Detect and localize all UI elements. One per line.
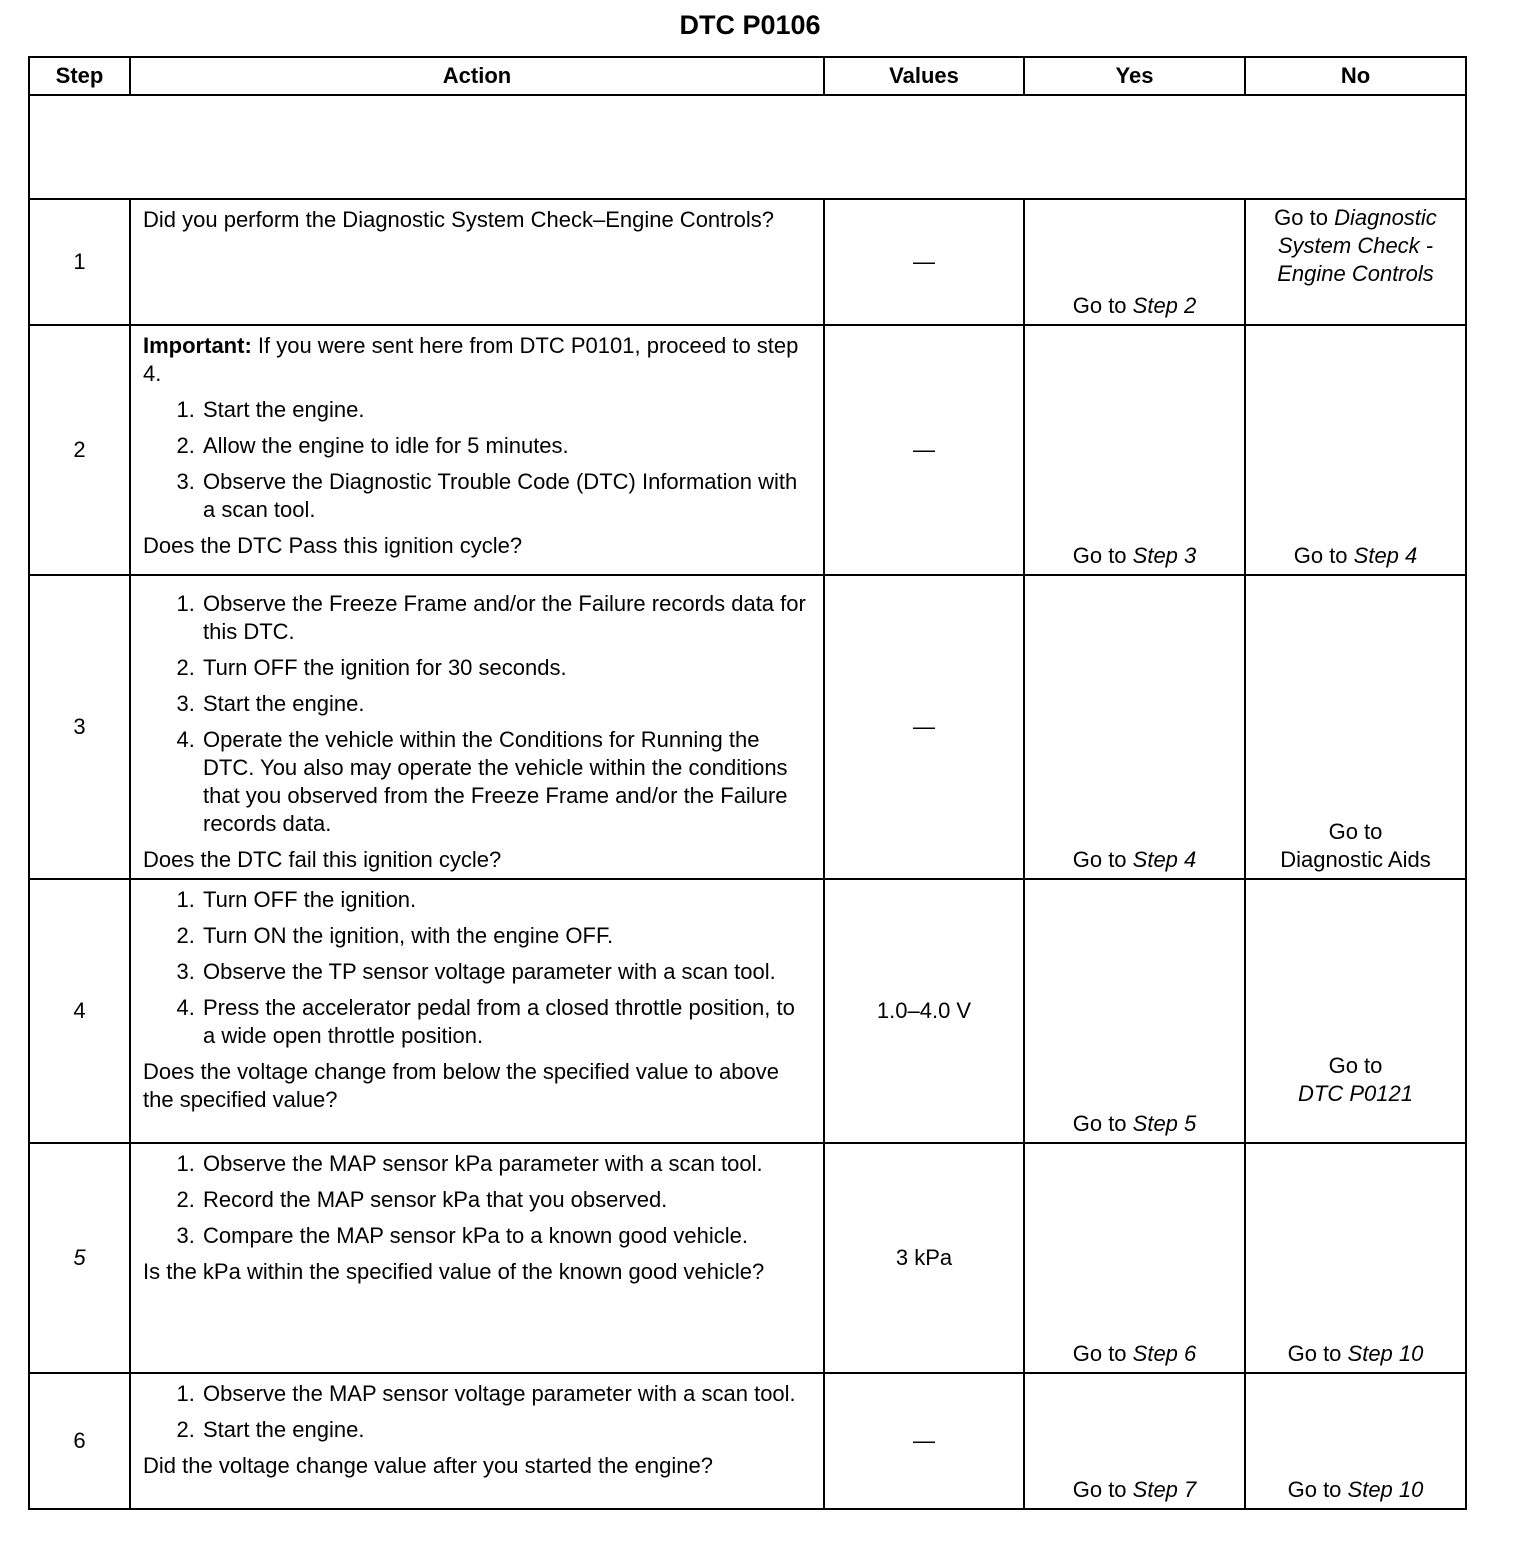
action-cell: [130, 1373, 824, 1509]
procedure-list: [143, 1380, 809, 1444]
no-target: Step 10: [1347, 1341, 1424, 1366]
no-cell: [1245, 575, 1466, 879]
go-to-text: Go to: [1328, 1053, 1383, 1078]
list-item: 1. Start the engine.: [201, 396, 809, 424]
no-cell: [1245, 199, 1466, 325]
page-title: DTC P0106: [679, 10, 821, 40]
list-item: 2. Start the engine.: [201, 1416, 809, 1444]
go-to-text: Go to: [1072, 1111, 1133, 1136]
action-intro: [143, 332, 809, 388]
no-cell: [1245, 1143, 1466, 1373]
no-target: Step 10: [1347, 1477, 1424, 1502]
no-cell: [1245, 325, 1466, 575]
blank-row: [29, 95, 1466, 199]
blank-cell: [29, 95, 1466, 199]
list-item: 3. Start the engine.: [201, 690, 809, 718]
list-item: 2. Record the MAP sensor kPa that you observed.: [201, 1186, 809, 1214]
yes-link[interactable]: [1025, 1110, 1244, 1138]
header-yes: Yes: [1024, 57, 1245, 95]
yes-link[interactable]: [1025, 292, 1244, 320]
no-cell: [1245, 1373, 1466, 1509]
go-to-text: Go to: [1072, 293, 1133, 318]
action-cell: [130, 575, 824, 879]
table-row: [29, 199, 1466, 325]
action-question: Does the DTC Pass this ignition cycle?: [143, 533, 523, 558]
value-cell: —: [824, 1373, 1024, 1509]
no-cell: [1245, 879, 1466, 1143]
value-cell: 3 kPa: [824, 1143, 1024, 1373]
yes-target: Step 5: [1132, 1111, 1197, 1136]
header-step: Step: [29, 57, 130, 95]
list-item: 2. Allow the engine to idle for 5 minutes.: [201, 432, 809, 460]
go-to-text: Go to: [1328, 819, 1383, 844]
go-to-text: Go to: [1072, 1477, 1133, 1502]
action-question: Did the voltage change value after you started the engine?: [143, 1453, 713, 1478]
go-to-text: Go to: [1072, 543, 1133, 568]
no-target: Diagnostic Aids: [1280, 847, 1431, 872]
yes-cell: [1024, 325, 1245, 575]
list-item: 3. Observe the TP sensor voltage parameter with a scan tool.: [201, 958, 809, 986]
yes-target: Step 7: [1132, 1477, 1197, 1502]
action-cell: [130, 325, 824, 575]
diagnostic-table: [28, 56, 1467, 1510]
go-to-text: Go to: [1293, 543, 1354, 568]
no-link[interactable]: [1246, 818, 1465, 874]
value-cell: —: [824, 325, 1024, 575]
yes-target: Step 2: [1132, 293, 1197, 318]
list-item: 2. Turn OFF the ignition for 30 seconds.: [201, 654, 809, 682]
procedure-list: [143, 396, 809, 524]
step-number: 5: [29, 1143, 130, 1373]
yes-cell: [1024, 575, 1245, 879]
header-no: No: [1245, 57, 1466, 95]
go-to-text: Go to: [1287, 1477, 1348, 1502]
list-item: 1. Turn OFF the ignition.: [201, 886, 809, 914]
list-item: 3. Compare the MAP sensor kPa to a known good vehicle.: [201, 1222, 809, 1250]
no-link[interactable]: [1246, 200, 1465, 288]
go-to-text: Go to: [1072, 847, 1133, 872]
procedure-list: [143, 590, 809, 838]
step-number: 1: [29, 199, 130, 325]
action-cell: [130, 1143, 824, 1373]
intro-text: If you were sent here from DTC P0101, proceed to step 4.: [143, 333, 799, 386]
yes-cell: [1024, 1143, 1245, 1373]
no-target: Step 4: [1353, 543, 1418, 568]
procedure-list: [143, 886, 809, 1050]
table-row: [29, 325, 1466, 575]
no-target: DTC P0121: [1298, 1081, 1413, 1106]
action-question: Is the kPa within the specified value of the known good vehicle?: [143, 1259, 765, 1284]
action-cell: [130, 879, 824, 1143]
action-cell: [130, 199, 824, 325]
value-cell: —: [824, 199, 1024, 325]
header-action: Action: [130, 57, 824, 95]
step-number: 3: [29, 575, 130, 879]
no-link[interactable]: [1246, 1476, 1465, 1504]
table-row: [29, 575, 1466, 879]
important-label: Important:: [143, 333, 252, 358]
no-link[interactable]: [1246, 1052, 1465, 1108]
yes-cell: [1024, 1373, 1245, 1509]
list-item: 1. Observe the MAP sensor kPa parameter with a scan tool.: [201, 1150, 809, 1178]
yes-link[interactable]: [1025, 1340, 1244, 1368]
step-number: 2: [29, 325, 130, 575]
yes-target: Step 3: [1132, 543, 1197, 568]
list-item: 4. Operate the vehicle within the Conditions for Running the DTC. You also may operate the vehicle within the conditions that you observed from the Freeze Frame and/or the Failure records data.: [201, 726, 809, 838]
header-row: [29, 57, 1466, 95]
go-to-text: Go to: [1287, 1341, 1348, 1366]
go-to-text: Go to: [1274, 205, 1335, 230]
yes-cell: [1024, 199, 1245, 325]
action-intro: Did you perform the Diagnostic System Check–Engine Controls?: [143, 207, 774, 232]
table-row: [29, 879, 1466, 1143]
yes-link[interactable]: [1025, 1476, 1244, 1504]
list-item: 1. Observe the Freeze Frame and/or the Failure records data for this DTC.: [201, 590, 809, 646]
go-to-text: Go to: [1072, 1341, 1133, 1366]
action-question: Does the DTC fail this ignition cycle?: [143, 847, 502, 872]
header-values: Values: [824, 57, 1024, 95]
yes-target: Step 6: [1132, 1341, 1197, 1366]
table-row: [29, 1143, 1466, 1373]
yes-link[interactable]: [1025, 542, 1244, 570]
yes-link[interactable]: [1025, 846, 1244, 874]
list-item: 2. Turn ON the ignition, with the engine OFF.: [201, 922, 809, 950]
table-row: [29, 1373, 1466, 1509]
value-cell: 1.0–4.0 V: [824, 879, 1024, 1143]
list-item: 3. Observe the Diagnostic Trouble Code (DTC) Information with a scan tool.: [201, 468, 809, 524]
no-link[interactable]: [1246, 1340, 1465, 1368]
procedure-list: [143, 1150, 809, 1250]
no-target: Diagnostic System Check - Engine Controls: [1277, 205, 1437, 286]
value-cell: —: [824, 575, 1024, 879]
list-item: 4. Press the accelerator pedal from a closed throttle position, to a wide open throttle position.: [201, 994, 809, 1050]
step-number: 4: [29, 879, 130, 1143]
list-item: 1. Observe the MAP sensor voltage parameter with a scan tool.: [201, 1380, 809, 1408]
yes-target: Step 4: [1132, 847, 1197, 872]
no-link[interactable]: [1246, 542, 1465, 570]
yes-cell: [1024, 879, 1245, 1143]
step-number: 6: [29, 1373, 130, 1509]
action-question: Does the voltage change from below the specified value to above the specified value?: [143, 1059, 779, 1112]
